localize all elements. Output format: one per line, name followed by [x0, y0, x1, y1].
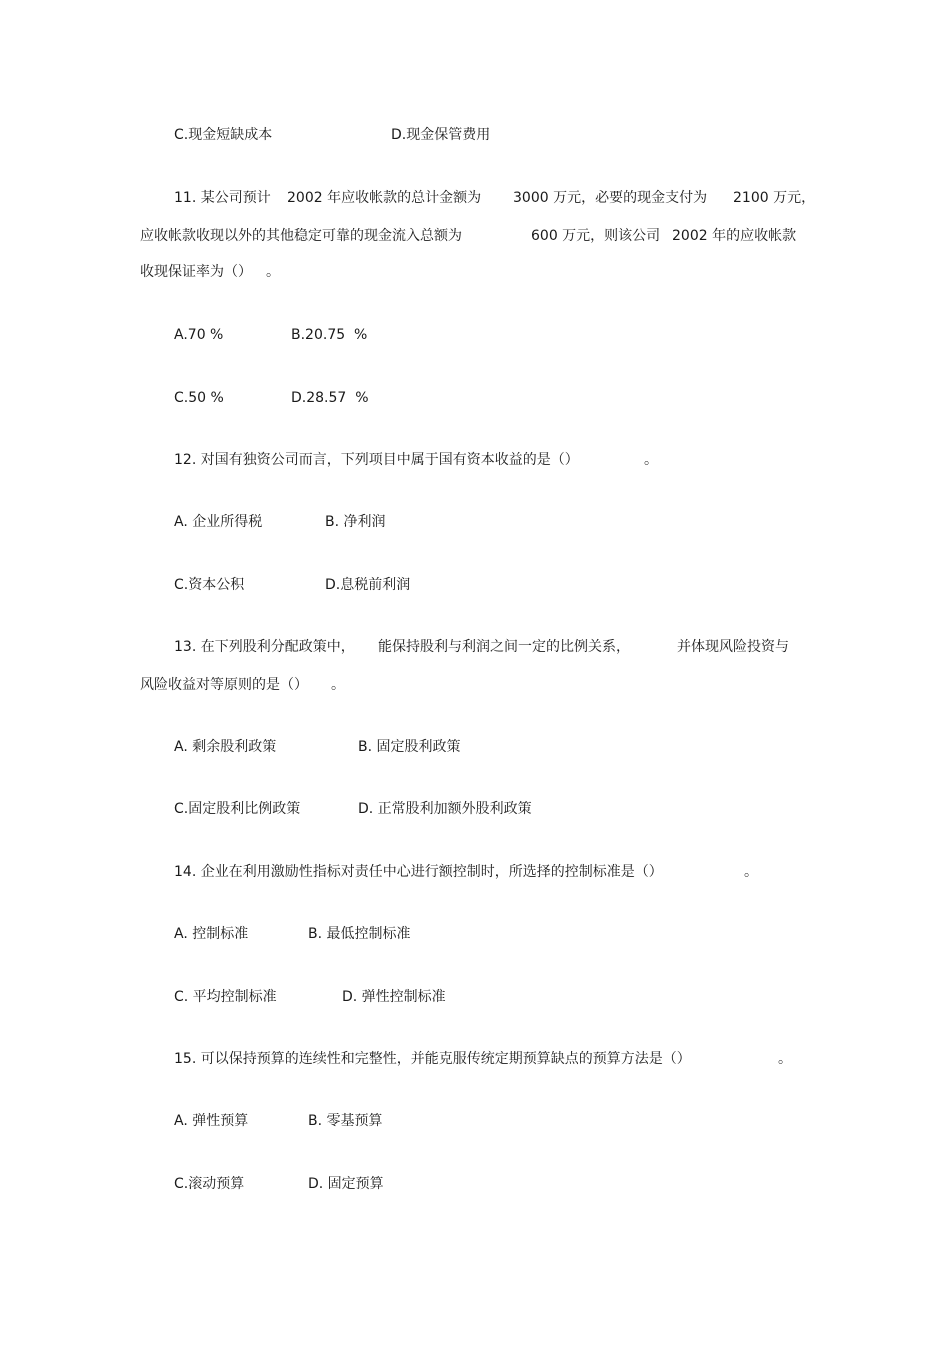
option-d: D. 正常股利加额外股利政策 — [358, 801, 532, 817]
option-d: D.现金保管费用 — [391, 127, 491, 143]
option-a: A. 弹性预算 — [174, 1113, 249, 1129]
question-12-text: 12. 对国有独资公司而言，下列项目中属于国有资本收益的是（） — [174, 452, 579, 468]
option-b: B. 固定股利政策 — [358, 739, 461, 755]
option-d: D. 固定预算 — [308, 1176, 384, 1192]
option-c: C.滚动预算 — [174, 1176, 245, 1192]
question-11-text: 11. 某公司预计 — [174, 190, 271, 206]
option-a: A. 企业所得税 — [174, 514, 263, 530]
option-a: A. 剩余股利政策 — [174, 739, 277, 755]
option-b: B. 零基预算 — [308, 1113, 383, 1129]
question-11-text: 2002 年应收帐款的总计金额为 — [287, 190, 482, 206]
question-13-text: 。 — [331, 677, 345, 693]
question-15-text: 。 — [778, 1051, 792, 1067]
question-11-text: 3000 万元，必要的现金支付为 — [513, 190, 708, 206]
question-13-text: 风险收益对等原则的是（） — [140, 677, 308, 693]
option-c: C.固定股利比例政策 — [174, 801, 301, 817]
question-13-text: 13. 在下列股利分配政策中， — [174, 639, 355, 655]
question-11-text: 。 — [266, 264, 280, 280]
option-a: A.70 % — [174, 327, 224, 343]
option-a: A. 控制标准 — [174, 926, 249, 942]
question-13-text: 能保持股利与利润之间一定的比例关系， — [378, 639, 630, 655]
option-d: D. 弹性控制标准 — [342, 989, 446, 1005]
question-12-text: 。 — [644, 452, 658, 468]
option-b: B. 净利润 — [325, 514, 386, 530]
question-15-text: 15. 可以保持预算的连续性和完整性，并能克服传统定期预算缺点的预算方法是（） — [174, 1051, 691, 1067]
option-d: D.28.57 % — [291, 390, 369, 406]
option-d: D.息税前利润 — [325, 577, 411, 593]
question-11-text: 600 万元，则该公司 — [531, 228, 661, 244]
option-c: C.现金短缺成本 — [174, 127, 273, 143]
question-11-text: 2002 年的应收帐款 — [672, 228, 797, 244]
question-14-text: 。 — [744, 864, 758, 880]
option-b: B. 最低控制标准 — [308, 926, 411, 942]
option-b: B.20.75 % — [291, 327, 368, 343]
question-11-text: 2100 万元， — [733, 190, 816, 206]
option-c: C.资本公积 — [174, 577, 245, 593]
option-c: C.50 % — [174, 390, 224, 406]
question-14-text: 14. 企业在利用激励性指标对责任中心进行额控制时，所选择的控制标准是（） — [174, 864, 663, 880]
question-11-text: 收现保证率为（） — [140, 264, 252, 280]
option-c: C. 平均控制标准 — [174, 989, 277, 1005]
question-11-text: 应收帐款收现以外的其他稳定可靠的现金流入总额为 — [140, 228, 462, 244]
question-13-text: 并体现风险投资与 — [677, 639, 789, 655]
